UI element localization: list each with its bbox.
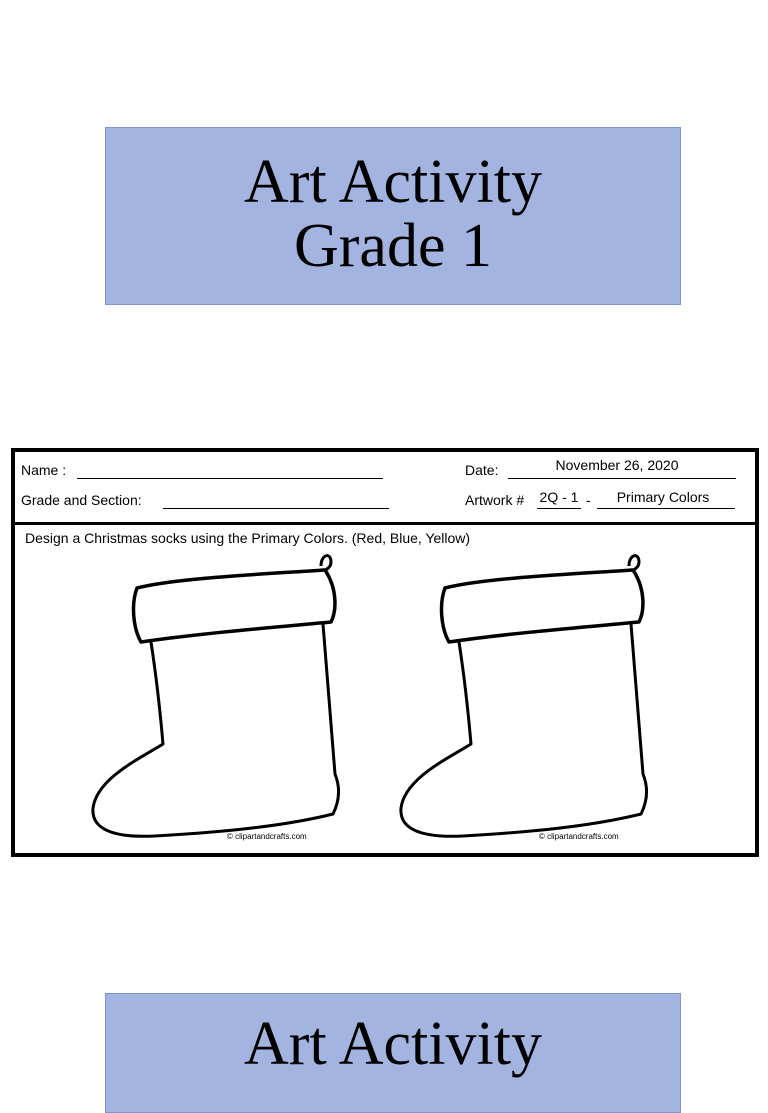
worksheet-header (15, 452, 755, 525)
artwork-title-blank[interactable] (597, 508, 735, 509)
stocking-outline-right (393, 548, 657, 846)
date-label: Date: (465, 462, 499, 478)
name-label: Name : (21, 462, 67, 478)
date-value: November 26, 2020 (555, 457, 679, 473)
artwork-code-blank[interactable] (537, 508, 581, 509)
title-banner-top (105, 127, 681, 305)
title-line-1: Art Activity (244, 148, 542, 216)
date-blank[interactable] (508, 478, 736, 479)
instruction-text: Design a Christmas socks using the Primary Colors. (Red, Blue, Yellow) (25, 530, 471, 546)
clipart-credit-right: © clipartandcrafts.com (539, 832, 619, 841)
worksheet (11, 448, 759, 857)
grade-section-blank[interactable] (163, 508, 389, 509)
grade-section-label: Grade and Section: (21, 492, 142, 508)
name-blank[interactable] (77, 478, 383, 479)
artwork-title: Primary Colors (616, 489, 710, 505)
artwork-code: 2Q - 1 (539, 489, 579, 505)
stocking-outline-left (85, 548, 349, 846)
title-banner-bottom (105, 993, 681, 1113)
title-line-1-bottom: Art Activity (244, 1010, 542, 1078)
artwork-separator: - (586, 492, 591, 508)
artwork-label: Artwork # (465, 492, 525, 508)
clipart-credit-left: © clipartandcrafts.com (227, 832, 307, 841)
title-line-2: Grade 1 (294, 212, 492, 280)
